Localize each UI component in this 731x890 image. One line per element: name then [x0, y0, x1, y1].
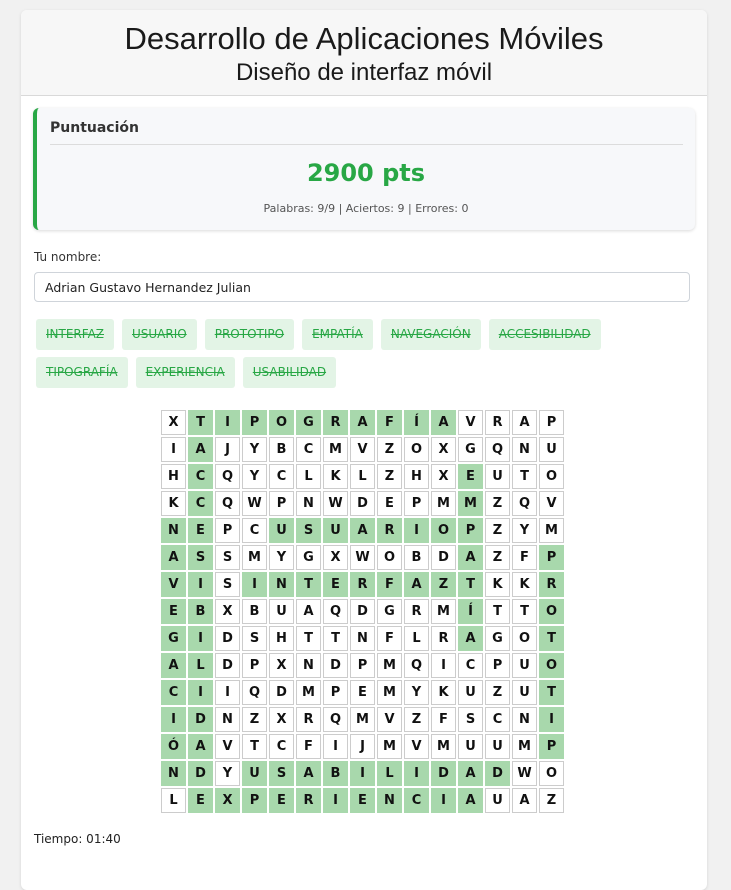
grid-cell[interactable]: Z: [539, 788, 564, 813]
grid-cell[interactable]: D: [269, 680, 294, 705]
grid-cell[interactable]: O: [539, 761, 564, 786]
grid-cell[interactable]: T: [485, 599, 510, 624]
name-label: Tu nombre:: [34, 250, 102, 264]
grid-cell[interactable]: W: [242, 491, 267, 516]
grid-cell[interactable]: U: [512, 680, 537, 705]
grid-cell[interactable]: P: [458, 518, 483, 543]
grid-cell[interactable]: A: [350, 410, 375, 435]
grid-cell[interactable]: X: [269, 653, 294, 678]
grid-cell[interactable]: L: [404, 626, 429, 651]
grid-cell[interactable]: X: [431, 464, 456, 489]
grid-cell[interactable]: X: [215, 599, 240, 624]
grid-cell[interactable]: C: [404, 788, 429, 813]
grid-cell[interactable]: T: [458, 572, 483, 597]
grid-cell[interactable]: I: [215, 680, 240, 705]
grid-cell[interactable]: V: [215, 734, 240, 759]
grid-cell[interactable]: T: [512, 464, 537, 489]
grid-cell[interactable]: R: [350, 572, 375, 597]
grid-cell[interactable]: S: [296, 518, 321, 543]
word-chip: USABILIDAD: [243, 357, 336, 388]
grid-cell[interactable]: I: [161, 437, 186, 462]
grid-cell[interactable]: N: [350, 626, 375, 651]
grid-cell[interactable]: R: [485, 410, 510, 435]
grid-cell[interactable]: O: [377, 545, 402, 570]
grid-cell[interactable]: M: [512, 734, 537, 759]
grid-cell[interactable]: T: [242, 734, 267, 759]
grid-cell[interactable]: B: [323, 761, 348, 786]
grid-cell[interactable]: Z: [242, 707, 267, 732]
grid-cell[interactable]: R: [431, 626, 456, 651]
grid-cell[interactable]: U: [485, 788, 510, 813]
letter-grid: [161, 410, 564, 813]
grid-cell[interactable]: E: [188, 788, 213, 813]
score-value: 2900 pts: [306, 159, 426, 187]
grid-cell[interactable]: V: [377, 707, 402, 732]
word-list: [36, 319, 696, 388]
grid-cell[interactable]: A: [458, 626, 483, 651]
word-chip: INTERFAZ: [36, 319, 114, 350]
grid-cell[interactable]: G: [296, 410, 321, 435]
grid-cell[interactable]: X: [215, 788, 240, 813]
grid-cell[interactable]: P: [350, 653, 375, 678]
grid-cell[interactable]: Q: [323, 707, 348, 732]
grid-cell[interactable]: N: [296, 653, 321, 678]
grid-cell[interactable]: P: [242, 410, 267, 435]
grid-cell[interactable]: M: [377, 680, 402, 705]
grid-cell[interactable]: R: [296, 788, 321, 813]
grid-cell[interactable]: M: [539, 518, 564, 543]
grid-cell[interactable]: I: [431, 653, 456, 678]
grid-cell[interactable]: P: [323, 680, 348, 705]
grid-cell[interactable]: G: [377, 599, 402, 624]
grid-cell[interactable]: F: [377, 626, 402, 651]
grid-cell[interactable]: E: [269, 788, 294, 813]
grid-cell[interactable]: R: [296, 707, 321, 732]
grid-cell[interactable]: Í: [458, 599, 483, 624]
grid-cell[interactable]: C: [161, 680, 186, 705]
grid-cell[interactable]: G: [161, 626, 186, 651]
grid-cell[interactable]: O: [431, 518, 456, 543]
grid-cell[interactable]: F: [431, 707, 456, 732]
grid-cell[interactable]: V: [350, 437, 375, 462]
grid-cell[interactable]: T: [512, 599, 537, 624]
grid-cell[interactable]: A: [431, 410, 456, 435]
grid-cell[interactable]: M: [431, 599, 456, 624]
grid-cell[interactable]: D: [350, 491, 375, 516]
grid-cell[interactable]: W: [323, 491, 348, 516]
grid-cell[interactable]: M: [242, 545, 267, 570]
grid-cell[interactable]: T: [539, 680, 564, 705]
grid-cell[interactable]: D: [485, 761, 510, 786]
grid-cell[interactable]: M: [431, 734, 456, 759]
grid-cell[interactable]: A: [296, 599, 321, 624]
grid-cell[interactable]: P: [485, 653, 510, 678]
grid-cell[interactable]: F: [377, 572, 402, 597]
grid-cell[interactable]: P: [539, 734, 564, 759]
grid-cell[interactable]: Y: [242, 464, 267, 489]
grid-cell[interactable]: P: [215, 518, 240, 543]
grid-cell[interactable]: R: [539, 572, 564, 597]
word-chip: ACCESIBILIDAD: [489, 319, 601, 350]
grid-cell[interactable]: M: [377, 653, 402, 678]
grid-cell[interactable]: U: [269, 599, 294, 624]
grid-cell[interactable]: Z: [404, 707, 429, 732]
grid-cell[interactable]: I: [350, 761, 375, 786]
grid-cell[interactable]: T: [296, 626, 321, 651]
grid-cell[interactable]: A: [188, 437, 213, 462]
grid-cell[interactable]: W: [512, 761, 537, 786]
grid-cell[interactable]: J: [215, 437, 240, 462]
grid-cell[interactable]: U: [269, 518, 294, 543]
grid-cell[interactable]: C: [296, 437, 321, 462]
grid-cell[interactable]: M: [296, 680, 321, 705]
grid-cell[interactable]: Y: [215, 761, 240, 786]
grid-cell[interactable]: P: [242, 788, 267, 813]
timer: Tiempo: 01:40: [34, 832, 121, 846]
grid-cell[interactable]: V: [539, 491, 564, 516]
grid-cell[interactable]: Y: [269, 545, 294, 570]
grid-cell[interactable]: L: [377, 761, 402, 786]
word-chip: EMPATÍA: [302, 319, 373, 350]
grid-cell[interactable]: M: [323, 437, 348, 462]
grid-cell[interactable]: I: [539, 707, 564, 732]
grid-cell[interactable]: U: [485, 464, 510, 489]
grid-cell[interactable]: M: [458, 491, 483, 516]
grid-cell[interactable]: C: [188, 464, 213, 489]
grid-cell[interactable]: I: [188, 626, 213, 651]
grid-cell[interactable]: V: [458, 410, 483, 435]
score-label: Puntuación: [50, 120, 139, 136]
grid-cell[interactable]: P: [539, 545, 564, 570]
grid-cell[interactable]: E: [161, 599, 186, 624]
grid-cell[interactable]: R: [323, 410, 348, 435]
grid-cell[interactable]: L: [350, 464, 375, 489]
word-chip: EXPERIENCIA: [136, 357, 235, 388]
grid-cell[interactable]: G: [485, 626, 510, 651]
grid-cell[interactable]: S: [188, 545, 213, 570]
grid-cell[interactable]: H: [404, 464, 429, 489]
grid-cell[interactable]: I: [404, 518, 429, 543]
grid-cell[interactable]: Q: [404, 653, 429, 678]
grid-cell[interactable]: X: [161, 410, 186, 435]
grid-cell[interactable]: I: [161, 707, 186, 732]
grid-cell[interactable]: K: [161, 491, 186, 516]
grid-cell[interactable]: I: [188, 680, 213, 705]
grid-cell[interactable]: C: [269, 464, 294, 489]
grid-cell[interactable]: I: [404, 761, 429, 786]
grid-cell[interactable]: S: [215, 545, 240, 570]
grid-cell[interactable]: U: [458, 680, 483, 705]
grid-cell[interactable]: K: [512, 572, 537, 597]
grid-cell[interactable]: U: [512, 653, 537, 678]
grid-cell[interactable]: Q: [215, 491, 240, 516]
grid-cell[interactable]: Í: [404, 410, 429, 435]
grid-cell[interactable]: C: [269, 734, 294, 759]
grid-cell[interactable]: Z: [431, 572, 456, 597]
grid-cell[interactable]: S: [242, 626, 267, 651]
grid-cell[interactable]: M: [377, 734, 402, 759]
grid-cell[interactable]: L: [188, 653, 213, 678]
grid-cell[interactable]: A: [161, 653, 186, 678]
grid-cell[interactable]: N: [296, 491, 321, 516]
grid-cell[interactable]: E: [350, 680, 375, 705]
grid-cell[interactable]: T: [539, 626, 564, 651]
grid-cell[interactable]: R: [377, 518, 402, 543]
grid-cell[interactable]: Z: [377, 464, 402, 489]
grid-cell[interactable]: D: [188, 707, 213, 732]
grid-cell[interactable]: U: [485, 734, 510, 759]
grid-cell[interactable]: T: [323, 626, 348, 651]
grid-cell[interactable]: Q: [323, 599, 348, 624]
grid-cell[interactable]: F: [512, 545, 537, 570]
grid-cell[interactable]: Y: [242, 437, 267, 462]
grid-cell[interactable]: K: [323, 464, 348, 489]
grid-cell[interactable]: C: [242, 518, 267, 543]
grid-cell[interactable]: P: [404, 491, 429, 516]
grid-cell[interactable]: D: [431, 545, 456, 570]
grid-cell[interactable]: S: [458, 707, 483, 732]
grid-cell[interactable]: C: [458, 653, 483, 678]
grid-cell[interactable]: A: [350, 518, 375, 543]
grid-cell[interactable]: P: [269, 491, 294, 516]
grid-cell[interactable]: Y: [512, 518, 537, 543]
grid-cell[interactable]: W: [350, 545, 375, 570]
page-subtitle: Diseño de interfaz móvil: [235, 59, 493, 86]
grid-cell[interactable]: H: [269, 626, 294, 651]
grid-cell[interactable]: Ó: [161, 734, 186, 759]
grid-cell[interactable]: A: [404, 572, 429, 597]
page-title: Desarrollo de Aplicaciones Móviles: [124, 21, 604, 56]
grid-cell[interactable]: E: [350, 788, 375, 813]
grid-cell[interactable]: O: [512, 626, 537, 651]
word-chip: NAVEGACIÓN: [381, 319, 481, 350]
grid-cell[interactable]: Q: [512, 491, 537, 516]
grid-cell[interactable]: U: [539, 437, 564, 462]
grid-cell[interactable]: U: [458, 734, 483, 759]
grid-cell[interactable]: N: [161, 761, 186, 786]
grid-cell[interactable]: U: [323, 518, 348, 543]
grid-cell[interactable]: I: [242, 572, 267, 597]
grid-cell[interactable]: G: [458, 437, 483, 462]
grid-cell[interactable]: D: [215, 653, 240, 678]
grid-cell[interactable]: N: [512, 437, 537, 462]
grid-cell[interactable]: E: [323, 572, 348, 597]
grid-cell[interactable]: S: [215, 572, 240, 597]
grid-cell[interactable]: O: [539, 464, 564, 489]
grid-cell[interactable]: P: [242, 653, 267, 678]
score-stats: Palabras: 9/9 | Aciertos: 9 | Errores: 0: [263, 202, 469, 215]
grid-cell[interactable]: O: [404, 437, 429, 462]
word-chip: USUARIO: [122, 319, 197, 350]
score-divider: [50, 144, 683, 145]
grid-cell[interactable]: V: [161, 572, 186, 597]
header: [21, 10, 707, 96]
grid-cell[interactable]: D: [350, 599, 375, 624]
grid-cell[interactable]: I: [215, 410, 240, 435]
grid-cell[interactable]: S: [269, 761, 294, 786]
grid-cell[interactable]: E: [188, 518, 213, 543]
grid-cell[interactable]: N: [512, 707, 537, 732]
grid-cell[interactable]: U: [242, 761, 267, 786]
grid-cell[interactable]: Y: [404, 680, 429, 705]
grid-cell[interactable]: B: [269, 437, 294, 462]
grid-cell[interactable]: A: [458, 545, 483, 570]
grid-cell[interactable]: A: [512, 788, 537, 813]
grid-cell[interactable]: I: [323, 788, 348, 813]
grid-cell[interactable]: Z: [485, 491, 510, 516]
grid-cell[interactable]: D: [215, 626, 240, 651]
word-chip: PROTOTIPO: [205, 319, 294, 350]
grid-cell[interactable]: L: [296, 464, 321, 489]
grid-cell[interactable]: M: [350, 707, 375, 732]
grid-cell[interactable]: Q: [242, 680, 267, 705]
grid-cell[interactable]: A: [458, 788, 483, 813]
grid-cell[interactable]: F: [296, 734, 321, 759]
grid-cell[interactable]: A: [458, 761, 483, 786]
grid-cell[interactable]: N: [161, 518, 186, 543]
grid-cell[interactable]: E: [458, 464, 483, 489]
grid-cell[interactable]: F: [377, 410, 402, 435]
grid-cell[interactable]: X: [323, 545, 348, 570]
grid-cell[interactable]: M: [431, 491, 456, 516]
grid-cell[interactable]: B: [188, 599, 213, 624]
grid-cell[interactable]: N: [269, 572, 294, 597]
grid-cell[interactable]: O: [539, 653, 564, 678]
grid-cell[interactable]: N: [215, 707, 240, 732]
grid-cell[interactable]: K: [431, 680, 456, 705]
grid-cell[interactable]: J: [350, 734, 375, 759]
grid-cell[interactable]: C: [188, 491, 213, 516]
grid-cell[interactable]: B: [242, 599, 267, 624]
grid-cell[interactable]: E: [377, 491, 402, 516]
word-chip: TIPOGRAFÍA: [36, 357, 128, 388]
grid-cell[interactable]: G: [296, 545, 321, 570]
grid-cell[interactable]: A: [296, 761, 321, 786]
grid-cell[interactable]: T: [188, 410, 213, 435]
grid-cell[interactable]: X: [269, 707, 294, 732]
grid-cell[interactable]: N: [377, 788, 402, 813]
grid-cell[interactable]: X: [431, 437, 456, 462]
grid-cell[interactable]: C: [485, 707, 510, 732]
grid-cell[interactable]: Z: [485, 680, 510, 705]
grid-cell[interactable]: A: [512, 410, 537, 435]
grid-cell[interactable]: K: [485, 572, 510, 597]
grid-cell[interactable]: R: [404, 599, 429, 624]
grid-cell[interactable]: V: [404, 734, 429, 759]
grid-cell[interactable]: O: [539, 599, 564, 624]
grid-cell[interactable]: T: [296, 572, 321, 597]
grid-cell[interactable]: D: [323, 653, 348, 678]
grid-cell[interactable]: Z: [377, 437, 402, 462]
name-input[interactable]: [34, 272, 690, 302]
grid-cell[interactable]: Z: [485, 545, 510, 570]
grid-cell[interactable]: D: [431, 761, 456, 786]
grid-cell[interactable]: Q: [485, 437, 510, 462]
grid-cell[interactable]: A: [188, 734, 213, 759]
grid-cell[interactable]: I: [431, 788, 456, 813]
grid-cell[interactable]: O: [269, 410, 294, 435]
score-panel: [33, 108, 695, 230]
game-card: [21, 10, 707, 890]
grid-cell[interactable]: I: [323, 734, 348, 759]
grid-cell[interactable]: P: [539, 410, 564, 435]
grid-cell[interactable]: Q: [215, 464, 240, 489]
grid-cell[interactable]: H: [161, 464, 186, 489]
grid-cell[interactable]: A: [161, 545, 186, 570]
grid-cell[interactable]: D: [188, 761, 213, 786]
grid-cell[interactable]: Z: [485, 518, 510, 543]
grid-cell[interactable]: I: [188, 572, 213, 597]
grid-cell[interactable]: L: [161, 788, 186, 813]
grid-cell[interactable]: B: [404, 545, 429, 570]
